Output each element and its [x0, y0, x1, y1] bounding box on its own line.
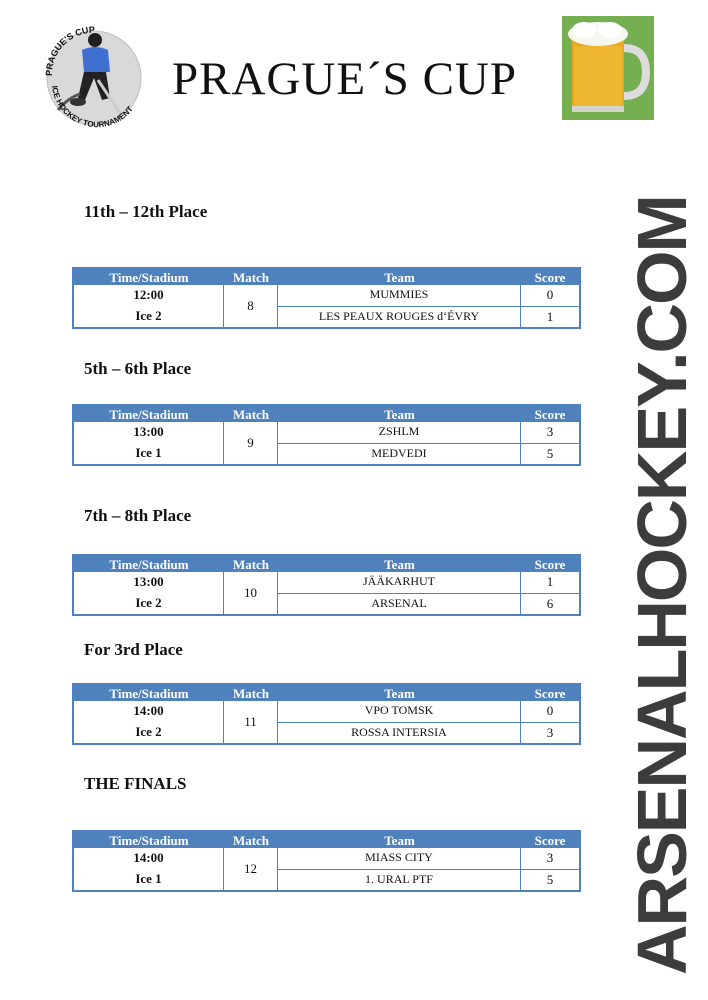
tournament-logo [38, 20, 150, 132]
match-time: 14:00 [133, 703, 164, 718]
section-heading-5-6: 5th – 6th Place [84, 359, 192, 378]
header-team: Team [384, 833, 415, 848]
header-score: Score [534, 557, 566, 572]
header-time: Time/Stadium [109, 557, 189, 572]
match-stadium: Ice 1 [135, 871, 162, 886]
header-score: Score [534, 686, 566, 701]
match-stadium: Ice 1 [135, 445, 162, 460]
header-team: Team [384, 557, 415, 572]
header-time: Time/Stadium [109, 407, 189, 422]
table-row [278, 422, 579, 443]
table-row [278, 869, 579, 891]
team-score: 3 [546, 424, 554, 439]
header-team: Team [384, 407, 415, 422]
match-time: 13:00 [133, 574, 164, 589]
beer-mug-icon [562, 16, 654, 120]
team-name: 1. URAL PTF [278, 870, 521, 891]
match-table-3rd [72, 683, 581, 745]
header-match: Match [232, 407, 270, 422]
logo-top-text: PRAGUE'S CUP [43, 24, 96, 77]
team-score: 1 [546, 574, 554, 589]
header-team: Team [384, 270, 415, 285]
team-name: MIASS CITY [278, 848, 521, 869]
page-title: PRAGUE´S CUP [172, 53, 517, 105]
match-table-5-6 [72, 404, 581, 466]
match-number: 10 [224, 572, 278, 614]
table-row [278, 443, 579, 465]
header-score: Score [534, 833, 566, 848]
match-time: 14:00 [133, 850, 164, 865]
match-time: 12:00 [133, 287, 164, 302]
match-table-7-8 [72, 554, 581, 616]
table-row [278, 848, 579, 869]
header-score: Score [534, 270, 566, 285]
table-header [74, 556, 579, 572]
logo-bottom-text: ICE HOCKEY TOURNAMENT [49, 85, 135, 130]
table-row [278, 285, 579, 306]
team-name: JÄÄKARHUT [278, 572, 521, 593]
team-score: 5 [546, 871, 554, 887]
section-heading-finals: THE FINALS [84, 774, 187, 793]
match-stadium: Ice 2 [135, 724, 162, 739]
header-match: Match [232, 833, 270, 848]
table-header [74, 685, 579, 701]
team-score: 1 [546, 308, 554, 324]
header-time: Time/Stadium [109, 833, 189, 848]
match-number: 11 [224, 701, 278, 743]
team-score: 0 [546, 287, 554, 302]
header-match: Match [232, 686, 270, 701]
team-score: 0 [546, 703, 554, 718]
match-number: 12 [224, 848, 278, 890]
match-table-11-12 [72, 267, 581, 329]
table-row [278, 701, 579, 722]
section-heading-11-12: 11th – 12th Place [84, 202, 208, 221]
team-score: 5 [546, 445, 554, 461]
table-row [278, 572, 579, 593]
match-stadium: Ice 2 [135, 595, 162, 610]
header-team: Team [384, 686, 415, 701]
player-helmet-icon [88, 33, 102, 47]
match-number: 8 [224, 285, 278, 327]
match-table-finals [72, 830, 581, 892]
team-score: 3 [546, 724, 554, 740]
table-row [278, 593, 579, 615]
team-name: ZSHLM [278, 422, 521, 443]
table-row [278, 722, 579, 744]
header-time: Time/Stadium [109, 270, 189, 285]
match-stadium: Ice 2 [135, 308, 162, 323]
table-header [74, 832, 579, 848]
header-match: Match [232, 270, 270, 285]
team-name: ROSSA INTERSIA [278, 723, 521, 744]
header-time: Time/Stadium [109, 686, 189, 701]
watermark-text: ARSENALHOCKEY.COM [623, 196, 701, 975]
match-time: 13:00 [133, 424, 164, 439]
table-row [278, 306, 579, 328]
header-score: Score [534, 407, 566, 422]
team-name: LES PEAUX ROUGES d‘ÉVRY [278, 307, 521, 328]
team-name: VPO TOMSK [278, 701, 521, 722]
section-heading-3rd: For 3rd Place [84, 640, 183, 659]
team-name: MUMMIES [278, 285, 521, 306]
team-name: ARSENAL [278, 594, 521, 615]
table-header [74, 406, 579, 422]
match-number: 9 [224, 422, 278, 464]
team-score: 6 [546, 595, 554, 611]
team-name: MEDVEDI [278, 444, 521, 465]
table-header [74, 269, 579, 285]
team-score: 3 [546, 850, 554, 865]
header-match: Match [232, 557, 270, 572]
section-heading-7-8: 7th – 8th Place [84, 506, 192, 525]
